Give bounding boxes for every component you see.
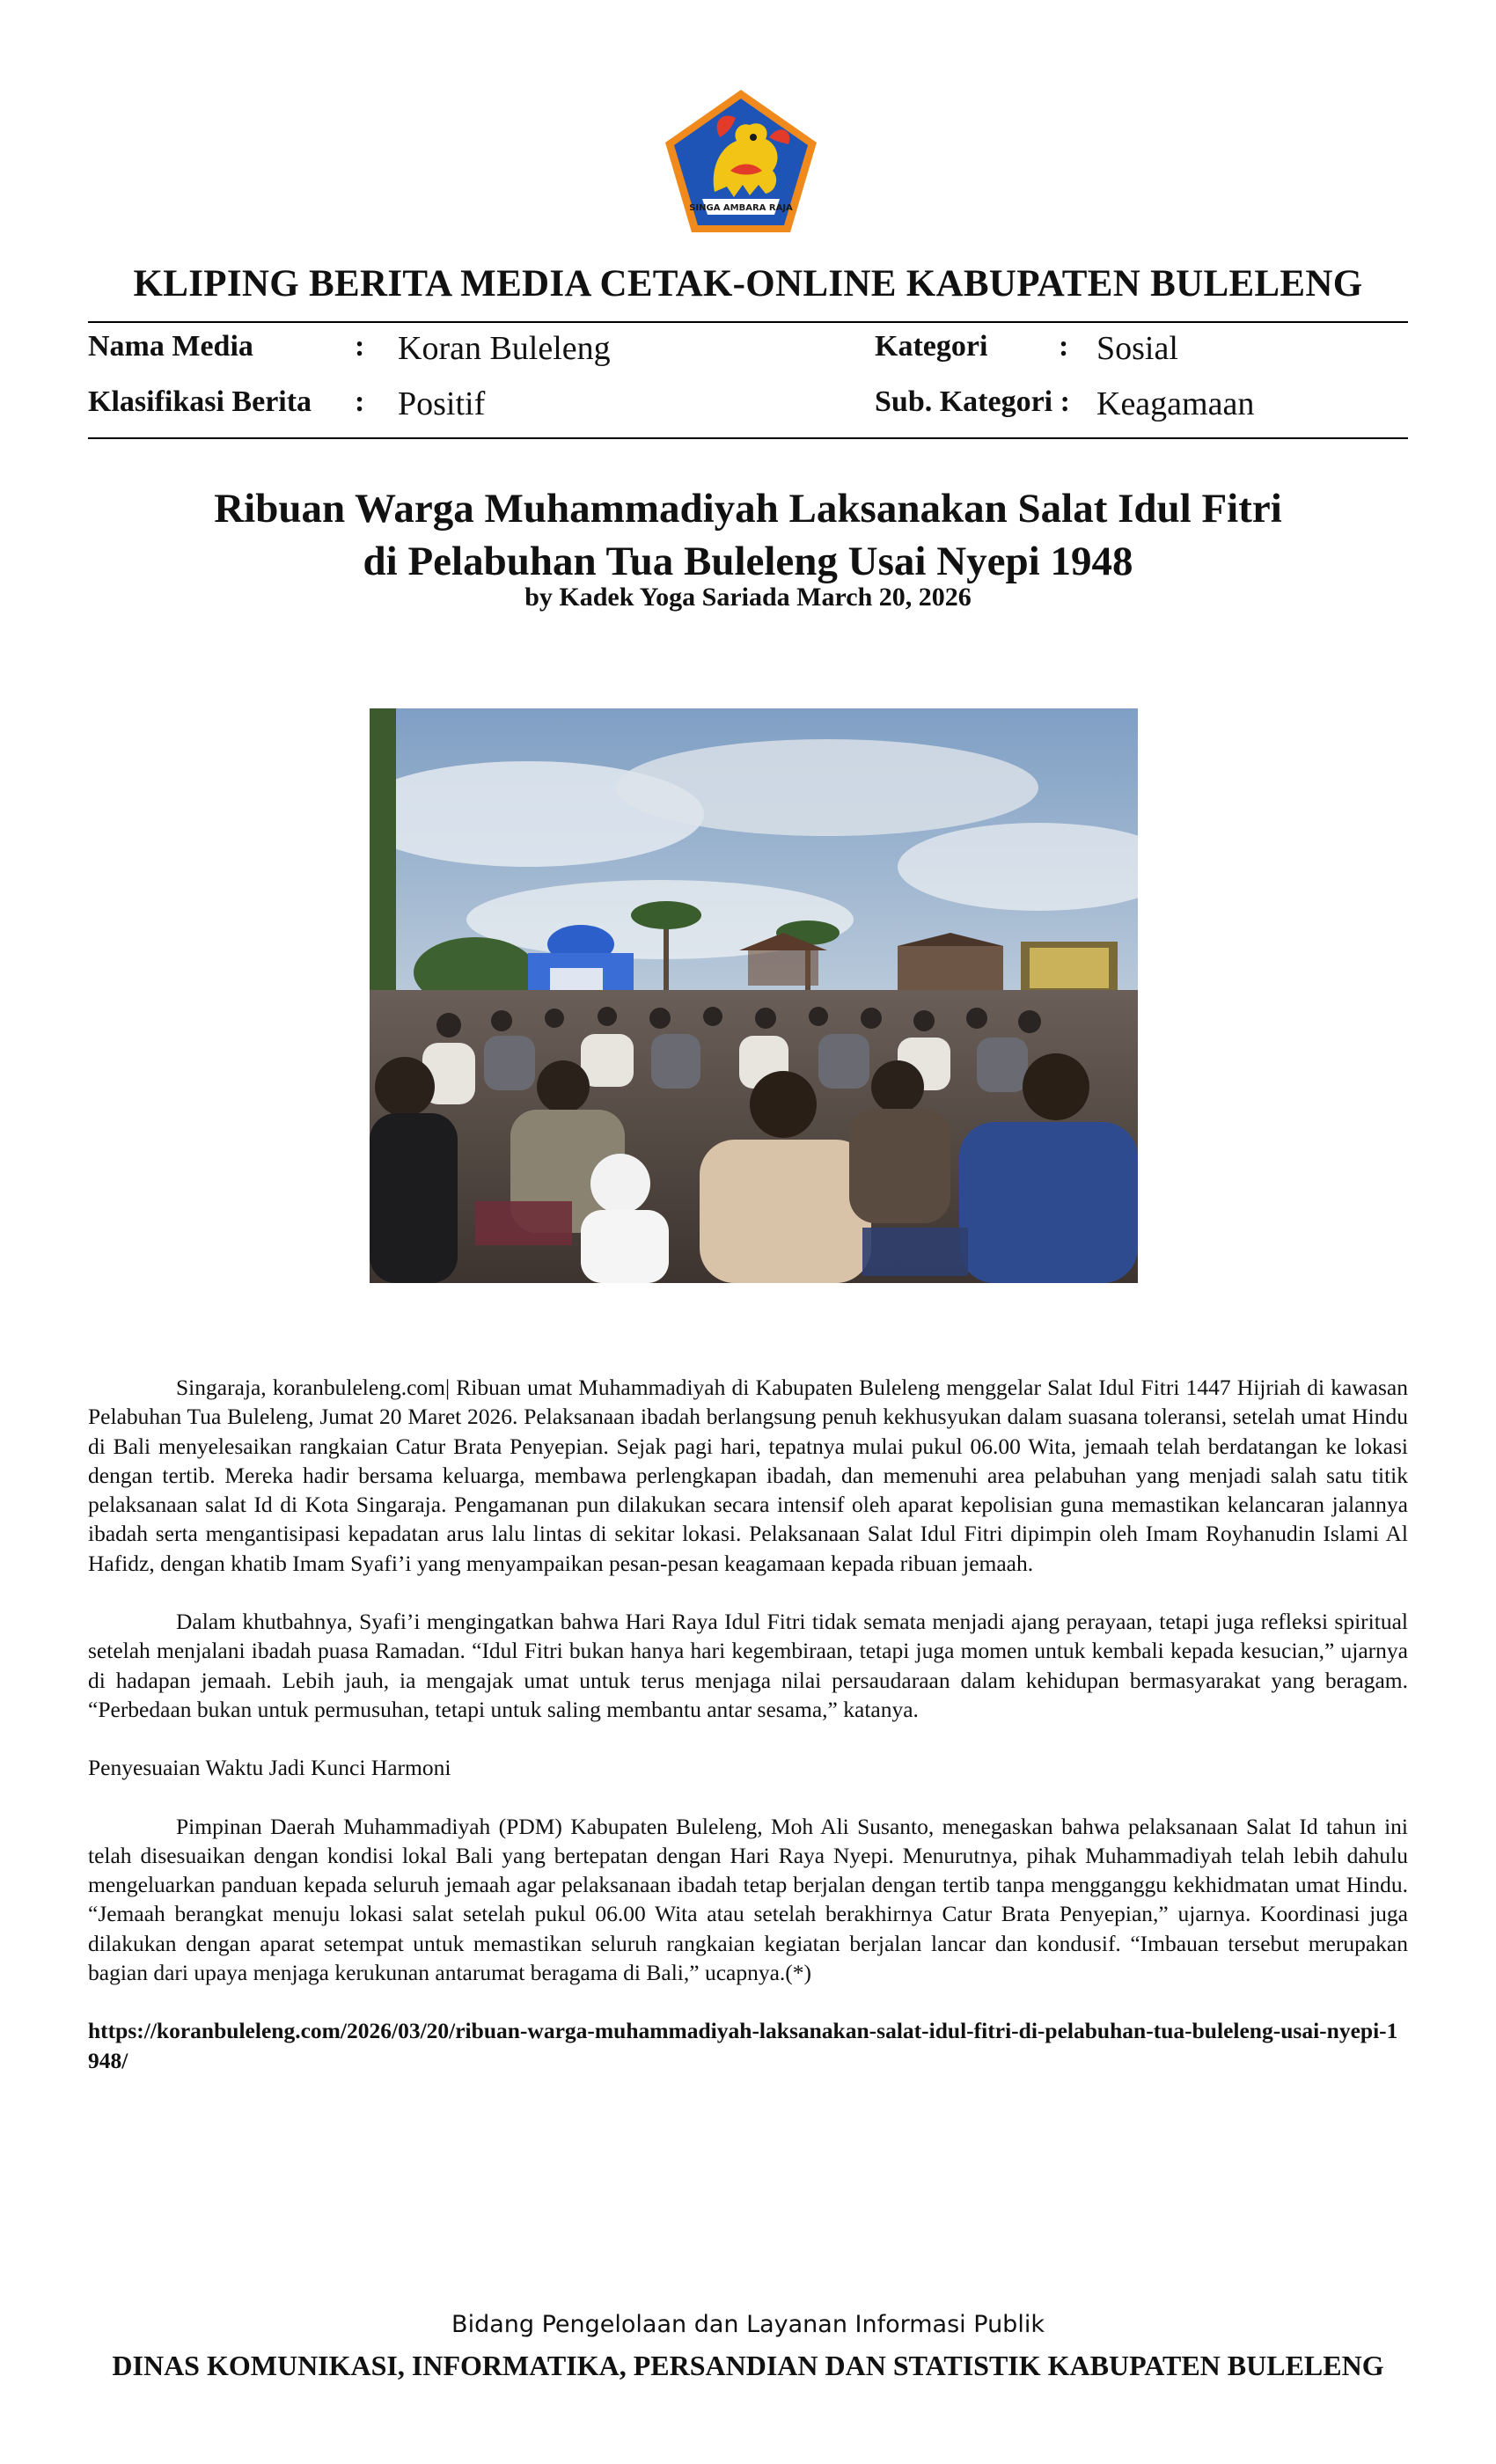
footer-agency: DINAS KOMUNIKASI, INFORMATIKA, PERSANDIAN DAN STATISTIK KABUPATEN BULELENG — [112, 2350, 1384, 2381]
article-source-link[interactable]: https://koranbuleleng.com/2026/03/20/ribuan-warga-muhammadiyah-laksanakan-salat-idul-fitri-di-pelabuhan-tua-buleleng-usai-nyepi-1948/ — [88, 2018, 1398, 2073]
article-title: Ribuan Warga Muhammadiyah Laksanakan Salat Idul Fitri di Pelabuhan Tua Buleleng Usai Nyepi 1948 — [214, 486, 1282, 584]
sub-kategori-label: Sub. Kategori : — [875, 385, 1070, 418]
nama-media-colon: : — [355, 330, 365, 363]
kategori-value: Sosial — [1096, 330, 1178, 367]
footer-department: Bidang Pengelolaan dan Layanan Informasi Publik — [451, 2311, 1045, 2338]
article-byline: by Kadek Yoga Sariada March 20, 2026 — [524, 583, 972, 612]
article-paragraph: Singaraja, koranbuleleng.com| Ribuan umat Muhammadiyah di Kabupaten Buleleng menggelar Salat Idul Fitri 1447 Hijriah di kawasan Pelabuhan Tua Buleleng, Jumat 20 Maret 2026. Pelaksanaan ibadah berlangsung penuh kekhusyukan dalam suasana toleransi, setelah umat Hindu di Bali menyelesaikan rangkaian Catur Brata Penyepian. Sejak pagi hari, tepatnya mulai pukul 06.00 Wita, jemaah telah berdatangan ke lokasi dengan tertib. Mereka hadir bersama keluarga, membawa perlengkapan ibadah, dan memenuhi area pelabuhan yang menjadi salah satu titik pelaksanaan salat Id di Kota Singaraja. Pengamanan pun dilakukan secara intensif oleh aparat kepolisian guna memastikan kelancaran jalannya ibadah serta mengantisipasi kepadatan arus lalu lintas di sekitar lokasi. Pelaksanaan Salat Idul Fitri dipimpin oleh Imam Royhanudin Islami Al Hafidz, dengan khatib Imam Syafi’i yang menyampaikan pesan-pesan keagamaan kepada ribuan jemaah. — [88, 1375, 1408, 1576]
article-photo — [370, 708, 1138, 1283]
kategori-label: Kategori — [875, 330, 988, 363]
article-body — [88, 1373, 1408, 2104]
article-paragraph: Pimpinan Daerah Muhammadiyah (PDM) Kabupaten Buleleng, Moh Ali Susanto, menegaskan bahwa pelaksanaan Salat Id tahun ini telah disesuaikan dengan kondisi lokal Bali yang bertepatan dengan Hari Raya Nyepi. Menurutnya, pihak Muhammadiyah telah lebih dahulu mengeluarkan panduan kepada seluruh jemaah agar pelaksanaan ibadah tetap berjalan dengan tertib tanpa mengganggu kekhidmatan umat Hindu. “Jemaah berangkat menuju lokasi salat setelah pukul 06.00 Wita atau setelah berakhirnya Catur Brata Penyepian,” ujarnya. Koordinasi juga dilakukan dengan aparat setempat untuk memastikan seluruh rangkaian kegiatan berjalan lancar dan kondusif. “Imbauan tersebut merupakan bagian dari upaya menjaga kerukunan antarumat beragama di Bali,” ucapnya.(*) — [88, 1813, 1408, 1986]
buleleng-emblem-logo — [662, 86, 820, 236]
top-divider — [88, 321, 1408, 323]
kategori-colon: : — [1059, 330, 1069, 363]
article-subheading: Penyesuaian Waktu Jadi Kunci Harmoni — [88, 1755, 451, 1781]
svg-text:SINGA AMBARA RAJA: SINGA AMBARA RAJA — [689, 203, 793, 213]
sub-kategori-value: Keagamaan — [1096, 385, 1255, 422]
nama-media-value: Koran Buleleng — [398, 330, 611, 367]
nama-media-label: Nama Media — [88, 330, 253, 363]
masthead-title: KLIPING BERITA MEDIA CETAK-ONLINE KABUPATEN BULELENG — [133, 263, 1363, 304]
klasifikasi-colon: : — [355, 385, 365, 418]
klasifikasi-value: Positif — [398, 385, 486, 422]
article-paragraph: Dalam khutbahnya, Syafi’i mengingatkan bahwa Hari Raya Idul Fitri tidak semata menjadi ajang perayaan, tetapi juga refleksi spiritual setelah menjalani ibadah puasa Ramadan. “Idul Fitri bukan hanya hari kegembiraan, tetapi juga momen untuk kembali kepada kesucian,” ujarnya di hadapan jemaah. Lebih jauh, ia mengajak umat untuk terus menjaga nilai persaudaraan dalam kehidupan bermasyarakat yang beragam. “Perbedaan bukan untuk permusuhan, tetapi untuk saling membantu antar sesama,” katanya. — [88, 1609, 1408, 1722]
klasifikasi-label: Klasifikasi Berita — [88, 385, 312, 418]
bottom-divider — [88, 437, 1408, 439]
